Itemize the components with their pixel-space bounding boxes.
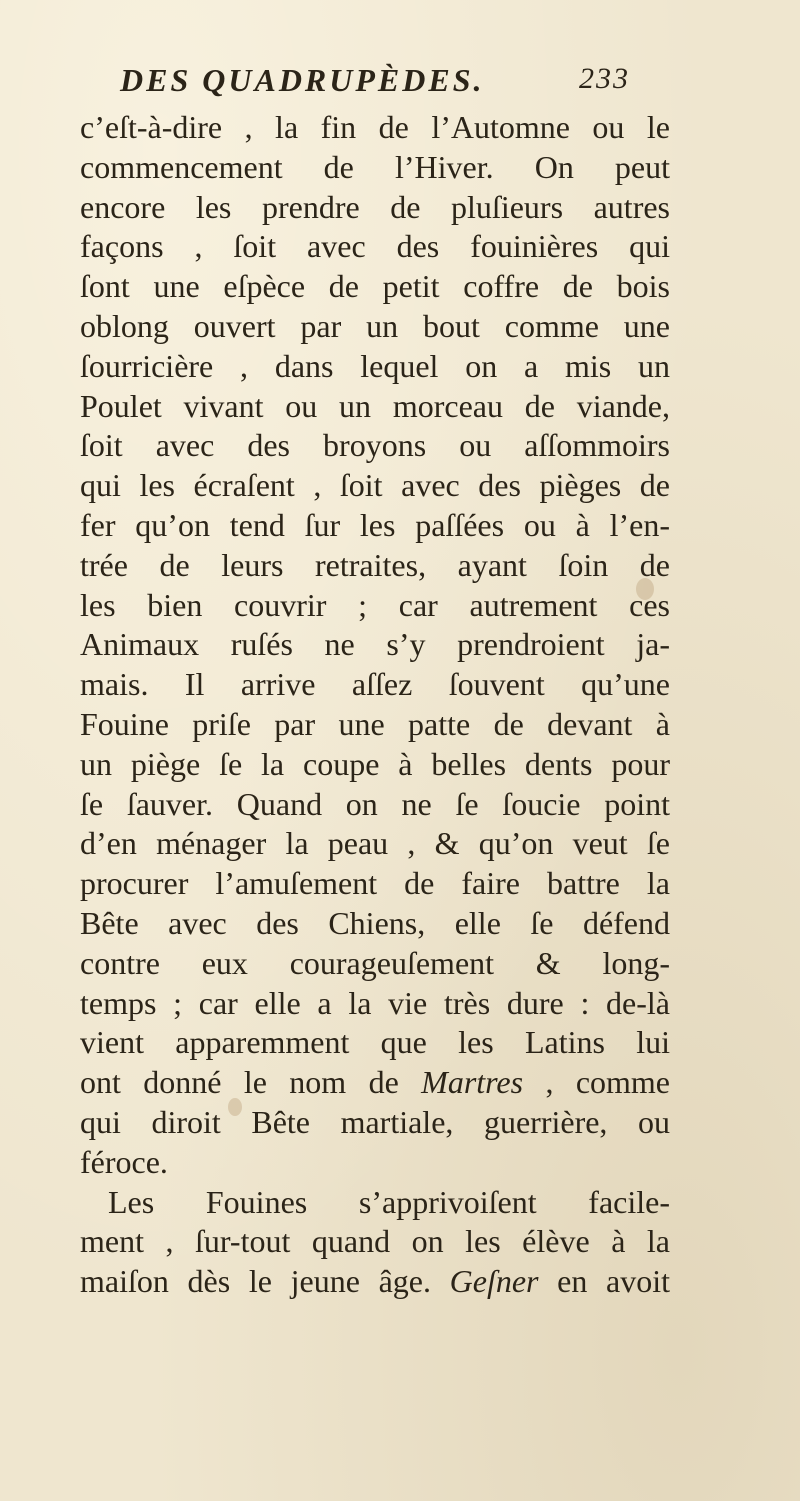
- text-line: qui les écraſent , ſoit avec des pièges de: [80, 467, 670, 504]
- text-line: Poulet vivant ou un morceau de viande,: [80, 387, 670, 424]
- text-line: façons , ſoit avec des fouinières qui: [80, 228, 670, 265]
- page-number: 233: [579, 62, 630, 95]
- text-line: mais. Il arrive aſſez ſouvent qu’une: [80, 666, 670, 703]
- text-line: Animaux ruſés ne s’y prendroient ja-: [80, 626, 670, 663]
- text-line: ſourricière , dans lequel on a mis un: [80, 347, 670, 384]
- text-line: Bête avec des Chiens, elle ſe défend: [80, 904, 670, 941]
- text-line: qui diroit Bête martiale, guerrière, ou: [80, 1103, 670, 1140]
- text-line: trée de leurs retraites, ayant ſoin de: [80, 546, 670, 583]
- text-line: Les Fouines s’apprivoiſent facile-: [108, 1183, 670, 1220]
- text-line: ſont une eſpèce de petit coffre de bois: [80, 268, 670, 305]
- text-line: ſoit avec des broyons ou aſſommoirs: [80, 427, 670, 464]
- text-run: en avoit: [538, 1263, 671, 1300]
- ink-smudge: [636, 578, 654, 600]
- text-body: [80, 108, 670, 1302]
- running-head: [120, 62, 630, 102]
- text-line-with-italic: [80, 1063, 670, 1103]
- text-run: maiſon dès le jeune âge.: [80, 1263, 450, 1300]
- text-line: les bien couvrir ; car autrement ces: [80, 586, 670, 623]
- text-line: c’eſt-à-dire , la fin de l’Automne ou le: [80, 109, 670, 145]
- text-line: ment , ſur-tout quand on les élève à la: [80, 1223, 670, 1260]
- text-line: contre eux courageuſement & long-: [80, 944, 670, 981]
- text-line: Fouine priſe par une patte de devant à: [80, 705, 670, 742]
- text-line: féroce.: [80, 1143, 168, 1180]
- text-line: oblong ouvert par un bout comme une: [80, 307, 670, 344]
- text-line: vient apparemment que les Latins lui: [80, 1024, 670, 1061]
- text-line: procurer l’amuſement de faire battre la: [80, 865, 670, 902]
- running-title: DES QUADRUPÈDES.: [120, 62, 485, 98]
- text-line: encore les prendre de pluſieurs autres: [80, 188, 670, 225]
- italic-term: Geſner: [449, 1263, 539, 1300]
- text-line: d’en ménager la peau , & qu’on veut ſe: [80, 825, 670, 862]
- text-run: , comme: [523, 1064, 671, 1101]
- text-line: ſe ſauver. Quand on ne ſe ſoucie point: [80, 785, 670, 822]
- text-line-with-italic: [80, 1262, 670, 1302]
- text-line: fer qu’on tend ſur les paſſées ou à l’en-: [80, 506, 670, 543]
- text-run: ont donné le nom de: [80, 1064, 422, 1101]
- italic-term: Martres: [421, 1064, 524, 1101]
- text-line: temps ; car elle a la vie très dure : de-là: [80, 984, 670, 1021]
- text-line: commencement de l’Hiver. On peut: [80, 148, 670, 185]
- text-line: un piège ſe la coupe à belles dents pour: [80, 745, 670, 782]
- ink-smudge: [228, 1098, 242, 1116]
